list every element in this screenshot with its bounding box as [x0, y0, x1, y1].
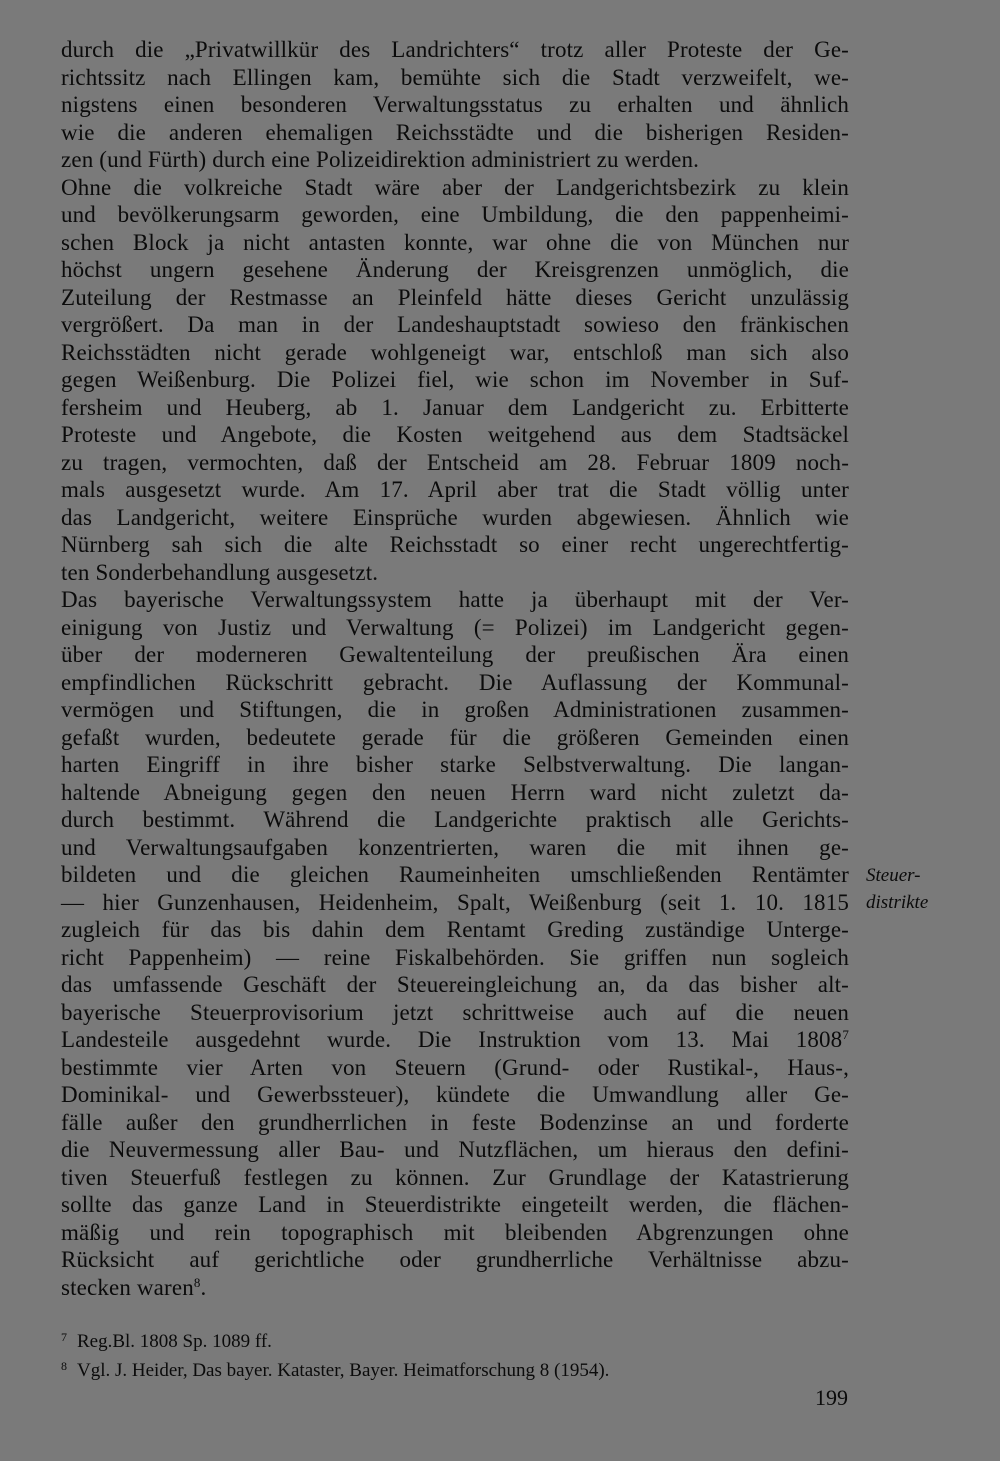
text-line-content: zu tragen, vermochten, daß der Entscheid am 28. Februar 1809 noch-: [61, 449, 849, 475]
text-line-content: fersheim und Heuberg, ab 1. Januar dem Landgericht zu. Erbitterte: [61, 394, 849, 420]
text-line: [61, 201, 849, 229]
text-line: [61, 119, 849, 147]
text-line: [61, 229, 849, 257]
text-line-content: richt Pappenheim) — reine Fiskalbehörden. Sie griffen nun sogleich: [61, 944, 849, 970]
footnote: [61, 1325, 849, 1354]
text-line: [61, 366, 849, 394]
text-line: [61, 944, 849, 972]
footnote-number: 7: [61, 1330, 67, 1344]
text-line-content: die Neuvermessung aller Bau- und Nutzflächen, um hieraus den defini-: [61, 1137, 849, 1162]
page-number: 199: [815, 1385, 848, 1410]
body-text: [61, 36, 849, 1301]
text-line-content: fälle außer den grundherrlichen in feste Bodenzinse an und forderte: [61, 1109, 849, 1135]
footnote-text: Vgl. J. Heider, Das bayer. Kataster, Bayer. Heimatforschung 8 (1954).: [77, 1360, 610, 1381]
text-line: [61, 1109, 849, 1137]
text-line: [61, 861, 849, 889]
text-line: [61, 421, 849, 449]
text-line-content: mals ausgesetzt wurde. Am 17. April aber trat die Stadt völlig unter: [61, 477, 849, 502]
text-line-content: — hier Gunzenhausen, Heidenheim, Spalt, Weißenburg (seit 1. 10. 1815: [61, 889, 849, 915]
margin-note: [866, 862, 956, 916]
text-line: [61, 1136, 849, 1164]
text-line: [61, 339, 849, 367]
text-line: [61, 751, 849, 779]
text-line-content: richtssitz nach Ellingen kam, bemühte sich die Stadt verzweifelt, we-: [61, 64, 849, 90]
text-line: [61, 146, 849, 174]
text-line: [61, 36, 849, 64]
footnote: [61, 1354, 849, 1383]
text-line-content: mäßig und rein topographisch mit bleibenden Abgrenzungen ohne: [61, 1219, 849, 1245]
text-line-content: und bevölkerungsarm geworden, eine Umbildung, die den pappenheimi-: [61, 202, 849, 227]
text-line: [61, 1054, 849, 1082]
text-line-content: Nürnberg sah sich die alte Reichsstadt so einer recht ungerechtfertig-: [61, 532, 849, 557]
text-line-content: schen Block ja nicht antasten konnte, war ohne die von München nur: [61, 229, 849, 255]
text-line: [61, 1191, 849, 1219]
text-line-content: Das bayerische Verwaltungssystem hatte ja überhaupt mit der Ver-: [61, 587, 849, 612]
text-line-content: haltende Abneigung gegen den neuen Herrn ward nicht zuletzt da-: [61, 779, 849, 805]
text-line: [61, 256, 849, 284]
text-line-content: durch bestimmt. Während die Landgerichte praktisch alle Gerichts-: [61, 807, 849, 832]
text-line: [61, 394, 849, 422]
text-line: [61, 1219, 849, 1247]
text-line: [61, 724, 849, 752]
text-line: [61, 1246, 849, 1274]
text-line: [61, 889, 849, 917]
text-line-content: ten Sonderbehandlung ausgesetzt.: [61, 559, 379, 585]
text-line-content: zugleich für das bis dahin dem Rentamt Greding zuständige Unterge-: [61, 917, 849, 942]
text-line-content: Dominikal- und Gewerbssteuer), kündete die Umwandlung aller Ge-: [61, 1082, 849, 1107]
margin-note-line: distrikte: [866, 892, 929, 913]
text-line: [61, 999, 849, 1027]
footnote-number: 8: [61, 1359, 67, 1373]
text-line: [61, 1274, 849, 1302]
text-line: [61, 174, 849, 202]
text-line-content: gegen Weißenburg. Die Polizei fiel, wie schon im November in Suf-: [61, 367, 849, 392]
text-line: [61, 614, 849, 642]
text-line: [61, 669, 849, 697]
text-line-content: und Verwaltungsaufgaben konzentrierten, waren die mit ihnen ge-: [61, 834, 849, 860]
text-line-content: zen (und Fürth) durch eine Polizeidirektion administriert zu werden.: [61, 147, 700, 172]
text-line: [61, 1164, 849, 1192]
punctuation: .: [200, 1274, 207, 1300]
text-line: [61, 91, 849, 119]
text-line-content: Rücksicht auf gerichtliche oder grundherrliche Verhältnisse abzu-: [61, 1247, 849, 1272]
text-line: [61, 586, 849, 614]
footnote-text: Reg.Bl. 1808 Sp. 1089 ff.: [77, 1331, 272, 1352]
text-line: [61, 916, 849, 944]
text-line-content: nigstens einen besonderen Verwaltungsstatus zu erhalten und ähnlich: [61, 92, 849, 117]
text-line: [61, 834, 849, 862]
text-line-content: tiven Steuerfuß festlegen zu können. Zur Grundlage der Katastrierung: [61, 1164, 849, 1190]
text-line-content: über der moderneren Gewaltenteilung der preußischen Ära einen: [61, 642, 849, 667]
text-line-content: höchst ungern gesehene Änderung der Kreisgrenzen unmöglich, die: [61, 257, 849, 282]
text-line: [61, 504, 849, 532]
text-line-content: einigung von Justiz und Verwaltung (= Polizei) im Landgericht gegen-: [61, 614, 849, 640]
margin-note-line: Steuer-: [866, 865, 921, 886]
text-line: [61, 806, 849, 834]
footnotes: [61, 1325, 849, 1383]
text-line: [61, 476, 849, 504]
text-line: [61, 559, 849, 587]
text-line-content: gefaßt wurden, bedeutete gerade für die größeren Gemeinden einen: [61, 724, 849, 750]
text-line-content: wie die anderen ehemaligen Reichsstädte und die bisherigen Residen-: [61, 119, 849, 145]
text-line-content: das umfassende Geschäft der Steuereingleichung an, da das bisher alt-: [61, 972, 849, 997]
text-line: [61, 284, 849, 312]
text-line: [61, 641, 849, 669]
text-line: [61, 1026, 849, 1054]
text-line: [61, 64, 849, 92]
text-line-content: bestimmte vier Arten von Steuern (Grund- oder Rustikal-, Haus-,: [61, 1054, 849, 1080]
text-line-content: vergrößert. Da man in der Landeshauptstadt sowieso den fränkischen: [61, 312, 849, 337]
text-line-content: harten Eingriff in ihre bisher starke Selbstverwaltung. Die langan-: [61, 752, 849, 777]
footnote-ref: 8: [193, 1274, 201, 1290]
text-line-content: Reichsstädten nicht gerade wohlgeneigt war, entschloß man sich also: [61, 339, 849, 365]
text-line: [61, 696, 849, 724]
text-line: [61, 311, 849, 339]
text-line-content: das Landgericht, weitere Einsprüche wurden abgewiesen. Ähnlich wie: [61, 504, 849, 530]
text-line: [61, 779, 849, 807]
footnote-ref: 7: [842, 1027, 849, 1042]
text-line-content: Landesteile ausgedehnt wurde. Die Instruktion vom 13. Mai 1808: [61, 1027, 843, 1052]
text-line: [61, 531, 849, 559]
text-line-content: bayerische Steuerprovisorium jetzt schrittweise auch auf die neuen: [61, 999, 849, 1025]
text-line-content: Ohne die volkreiche Stadt wäre aber der Landgerichtsbezirk zu klein: [61, 174, 849, 200]
text-line-content: sollte das ganze Land in Steuerdistrikte eingeteilt werden, die flächen-: [61, 1192, 849, 1217]
text-line-content: vermögen und Stiftungen, die in großen Administrationen zusammen-: [61, 697, 849, 722]
text-line-content: stecken waren: [61, 1274, 194, 1300]
text-line-content: Zuteilung der Restmasse an Pleinfeld hätte dieses Gericht unzulässig: [61, 284, 849, 310]
text-line-content: bildeten und die gleichen Raumeinheiten umschließenden Rentämter: [61, 862, 849, 887]
text-line: [61, 971, 849, 999]
text-line-content: empfindlichen Rückschritt gebracht. Die Auflassung der Kommunal-: [61, 669, 849, 695]
text-line-content: durch die „Privatwillkür des Landrichters“ trotz aller Proteste der Ge-: [61, 37, 849, 62]
text-line: [61, 449, 849, 477]
text-line: [61, 1081, 849, 1109]
text-line-content: Proteste und Angebote, die Kosten weitgehend aus dem Stadtsäckel: [61, 422, 849, 447]
